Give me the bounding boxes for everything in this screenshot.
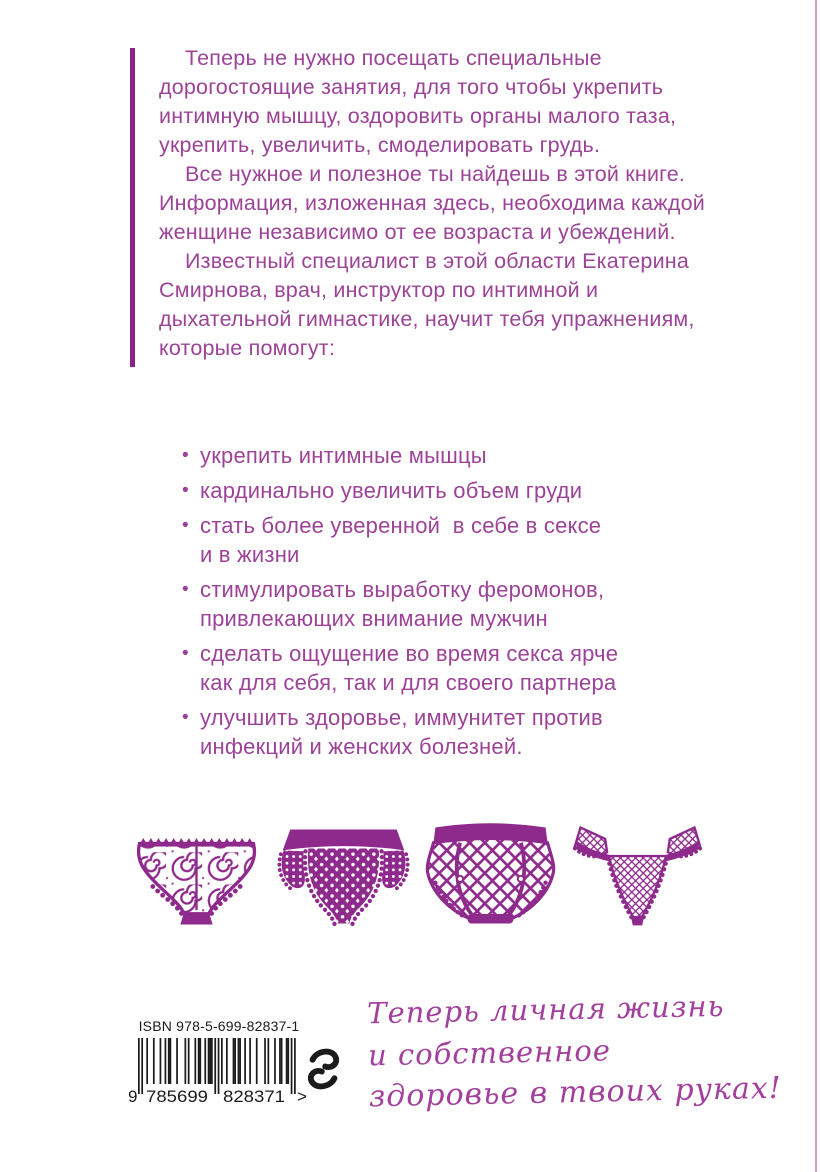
list-item <box>182 575 712 633</box>
list-item-line: привлекающих внимание мужчин <box>200 606 548 631</box>
bullet-icon: • <box>182 579 189 600</box>
fishnet-high-waist-illustration <box>424 818 557 934</box>
trim-edge-line <box>815 0 817 1172</box>
bullet-icon: • <box>182 643 189 664</box>
list-item <box>182 639 712 697</box>
fishnet-thong-illustration <box>571 818 704 934</box>
list-item-line: кардинально увеличить объем груди <box>200 478 583 503</box>
list-item-line: инфекций и женских болезней. <box>200 734 523 759</box>
lace-panty-center-panel-illustration <box>277 818 410 934</box>
intro-line: женщине независимо от ее возраста и убеждений. <box>159 220 676 244</box>
list-item-line: сделать ощущение во время секса ярче <box>200 641 619 666</box>
bullet-icon: • <box>182 445 189 466</box>
bullet-icon: • <box>182 707 189 728</box>
intro-line: Все нужное и полезное ты найдешь в этой книге. <box>185 162 686 186</box>
list-item-line: улучшить здоровье, иммунитет против <box>200 705 603 730</box>
barcode-digit-lead: 9 <box>128 1087 138 1104</box>
intro-line: Теперь не нужно посещать специальные <box>185 46 602 70</box>
tagline-line: Теперь личная жизнь <box>366 988 725 1031</box>
intro-line: Известный специалист в этой области Екатерина <box>185 249 690 273</box>
intro-text <box>159 44 704 363</box>
lingerie-illustrations-row <box>130 818 704 934</box>
accent-bar <box>130 48 135 367</box>
tagline-line: и собственное <box>367 1033 612 1073</box>
ean13-barcode <box>126 1038 312 1104</box>
tagline-line: здоровье в твоих руках! <box>368 1070 783 1115</box>
barcode-digits-left: 785699 <box>146 1087 208 1104</box>
list-item <box>182 511 712 569</box>
list-item-line: стать более уверенной в себе в сексе <box>200 513 602 538</box>
list-item-line: стимулировать выработку феромонов, <box>200 577 605 602</box>
benefits-list <box>182 441 712 767</box>
bullet-icon: • <box>182 515 189 536</box>
intro-line: Информация, изложенная здесь, необходима каждой <box>159 191 705 215</box>
publisher-logo-icon <box>305 1046 342 1092</box>
intro-line: укрепить, увеличить, смоделировать грудь. <box>159 133 601 157</box>
intro-line: дорогостоящие занятия, для того чтобы укрепить <box>159 75 664 99</box>
bullet-icon: • <box>182 480 189 501</box>
intro-line: Смирнова, врач, инструктор по интимной и <box>159 278 599 302</box>
lace-briefs-illustration <box>130 818 263 934</box>
list-item-line: укрепить интимные мышцы <box>200 443 487 468</box>
list-item-line: как для себя, так и для своего партнера <box>200 670 617 695</box>
handwritten-tagline <box>367 984 782 1119</box>
barcode-trailing-char: > <box>297 1087 307 1104</box>
barcode-digits-right: 828371 <box>223 1087 285 1104</box>
intro-line: которые помогут: <box>159 336 335 360</box>
intro-line: интимную мышцу, оздоровить органы малого таза, <box>159 104 677 128</box>
list-item <box>182 703 712 761</box>
isbn-label: ISBN 978-5-699-82837-1 <box>138 1018 300 1034</box>
list-item-line: и в жизни <box>200 542 300 567</box>
list-item <box>182 441 712 470</box>
intro-line: дыхательной гимнастике, научит тебя упражнениям, <box>159 307 695 331</box>
list-item <box>182 476 712 505</box>
